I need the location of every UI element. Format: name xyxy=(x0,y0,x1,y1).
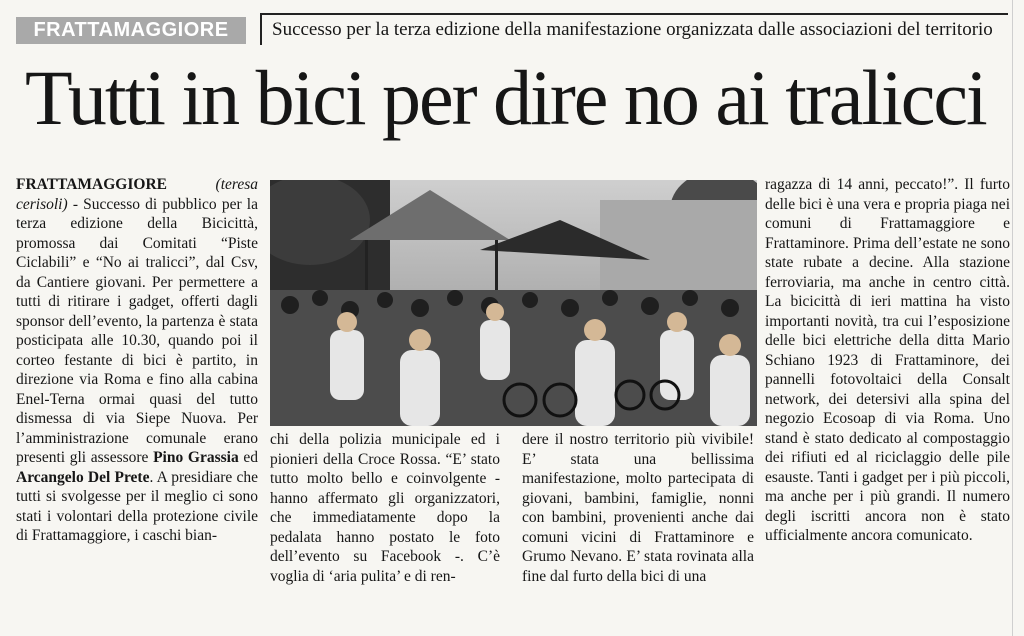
article-column-4: ragazza di 14 anni, peccato!”. Il furto delle bici è una vera e propria piaga nei comuni di Frattamaggiore e Frattaminore. Prima dell’estate ne sono state rubate a decine. Alla stazione ferroviaria, ma anche in centro città. La bicicittà di ieri mattina ha visto importanti novità, tra cui l’esposizione delle bici elettriche della ditta Mario Schiano 1923 di Frattaminore, dei pannelli fotovoltaici della Consalt network, dei detersivi alla spina del negozio Ecosoap di via Roma. Uno stand è stato dedicato al compostaggio dei rifiuti ed al riciclaggio delle pile esauste. Tanti i gadget per i più piccoli, ma anche per i più grandi. Il numero degli iscritti ancora non è stato ufficialmente ancora comunicato. xyxy=(765,176,1010,544)
article-column-1 xyxy=(16,175,258,546)
article-column-3: dere il nostro territorio più vivibile! E’ stata una bellissima manifestazione, molto partecipata di giovani, bambini, famiglie, nonni con bambini, provenienti anche dai comuni vicini di Frattaminore e Grumo Nevano. E’ stata rovinata alla fine dal furto della bici di una xyxy=(522,431,754,585)
section-kicker: FRATTAMAGGIORE xyxy=(16,17,246,44)
headline: Tutti in bici per dire no ai tralicci xyxy=(25,54,986,141)
subheadline: Successo per la terza edizione della manifestazione organizzata dalle associazioni del territorio xyxy=(260,13,1008,45)
col1-text-a: - Successo di pubblico per la terza edizione della Bicicittà, promossa dai Comitati “Piste Ciclabili” e “No ai tralicci”, dal Csv, da Cantiere giovani. Per permettere a tutti di ritirare i gadget, offerti dagli sponsor dell’evento, la partenza è stata posticipata alle 10.30, quando poi il corteo festante di bici è partito, in direzione via Roma e fino alla cabina Enel-Terna ormai quasi del tutto dismessa di via Siepe Nuova. Per l’amministrazione comunale erano presenti gli assessore xyxy=(16,195,258,466)
page-edge-rule xyxy=(1012,0,1013,636)
col1-text-c: . A presidiare che tutti si svolgesse per il meglio ci sono stati i volontari della protezione civile di Frattamaggiore, i caschi bian- xyxy=(16,468,258,544)
event-photo xyxy=(270,180,757,426)
byline-author: (teresa cerisoli) xyxy=(16,176,258,213)
person-name-1: Pino Grassia xyxy=(153,449,239,466)
col1-text-b: ed xyxy=(238,449,259,466)
byline-place: FRATTAMAGGIORE xyxy=(16,176,167,193)
article-column-2: chi della polizia municipale ed i pionieri della Croce Rossa. “E’ stato tutto molto bello e coinvolgente - hanno affermato gli organizzatori, che immediatamente dopo la pedalata hanno postato le foto dell’evento su Facebook -. C’è voglia di ‘aria pulita’ e di ren- xyxy=(270,431,500,585)
person-name-2: Arcangelo Del Prete xyxy=(16,468,150,486)
